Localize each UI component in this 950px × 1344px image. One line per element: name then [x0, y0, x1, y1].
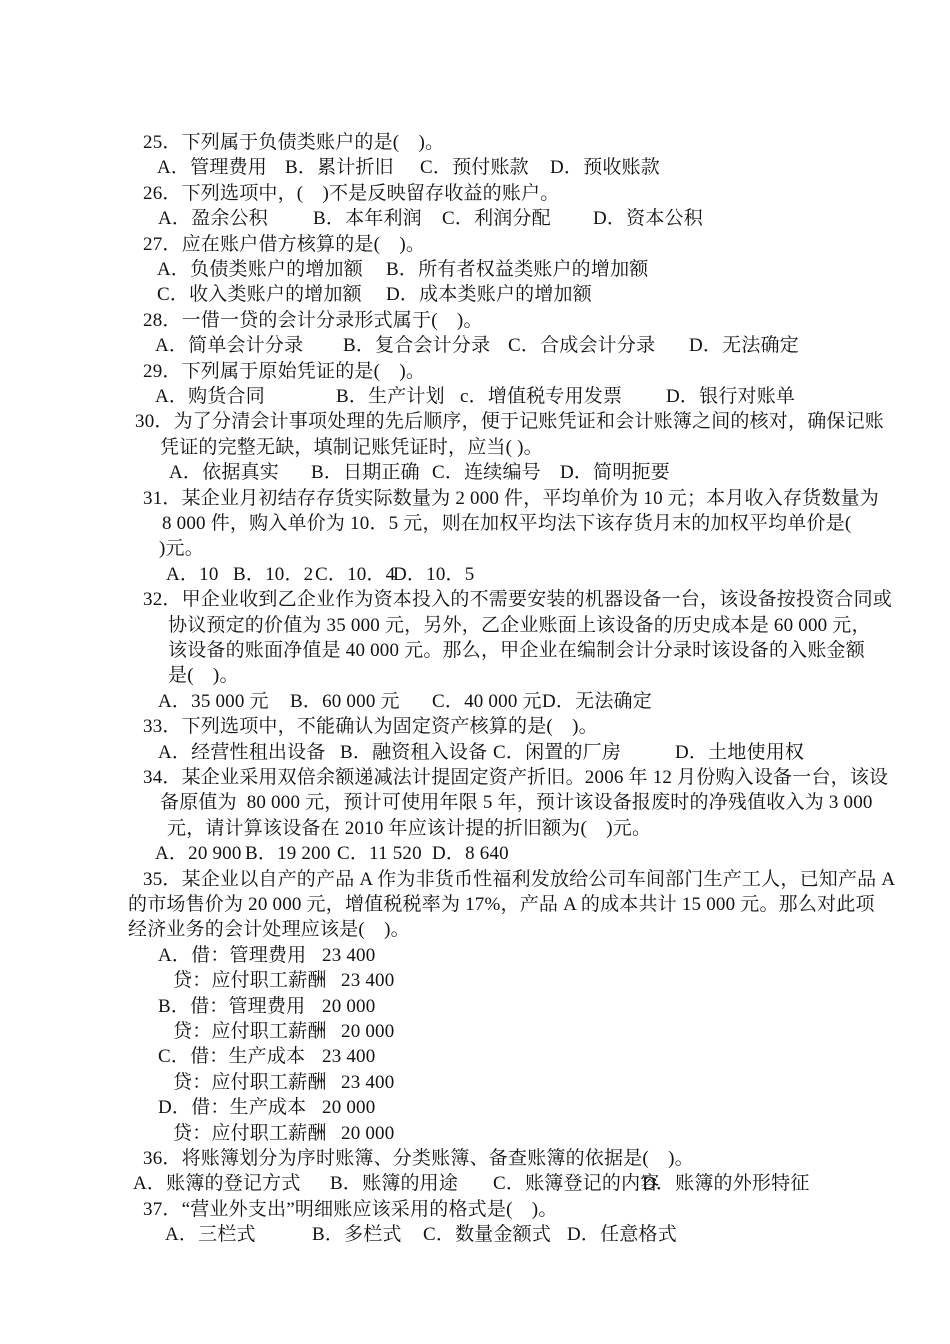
option-A-journal-debit: A．借：管理费用 [158, 945, 307, 966]
journal-amount: 23 400 [322, 1046, 376, 1067]
option-C: C．利润分配 [442, 208, 551, 229]
option-B: B．所有者权益类账户的增加额 [386, 259, 649, 280]
question-stem: 34．某企业采用双倍余额递减法计提固定资产折旧。2006 年 12 月份购入设备一台，该设 [143, 767, 889, 788]
option-D: D．资本公积 [593, 208, 703, 229]
option-A: A．购货合同 [155, 386, 265, 407]
stem-continuation: 凭证的完整无缺，填制记账凭证时，应当( )。 [160, 437, 543, 458]
journal-amount: 20 000 [322, 1097, 376, 1118]
option-A: A．10 [166, 564, 219, 585]
stem-continuation: 元，请计算该设备在 2010 年应该计提的折旧额为( )元。 [167, 818, 652, 839]
option-B: B．累计折旧 [285, 157, 394, 178]
option-A: A．经营性租出设备 [158, 742, 326, 763]
question-stem: 27．应在账户借方核算的是( )。 [143, 234, 426, 255]
option-B-journal-debit: B．借：管理费用 [158, 996, 306, 1017]
journal-credit-line: 贷：应付职工薪酬 [173, 970, 327, 991]
option-D: D．简明扼要 [560, 462, 670, 483]
option-A: A．账簿的登记方式 [133, 1173, 301, 1194]
option-C: C．连续编号 [432, 462, 541, 483]
journal-amount: 8 000 件，购入单价为 10．5 元，则在加权平均法下该存货月末的加权平均单价是( [162, 513, 852, 534]
option-C: C．40 000 元 [432, 691, 542, 712]
stem-continuation: 该设备的账面净值是 40 000 元。那么，甲企业在编制会计分录时该设备的入账金额 [168, 640, 865, 661]
option-B: B．本年利润 [313, 208, 422, 229]
option-A: A．20 900 [155, 843, 242, 864]
journal-amount: 23 400 [341, 1072, 395, 1093]
journal-amount: 20 000 [322, 996, 376, 1017]
journal-credit-line: 贷：应付职工薪酬 [173, 1021, 327, 1042]
stem-continuation: 协议预定的价值为 35 000 元，另外，乙企业账面上该设备的历史成本是 60 000 元， [168, 615, 871, 636]
question-stem: 31．某企业月初结存存货实际数量为 2 000 件，平均单价为 10 元；本月收入存货数量为 [143, 488, 879, 509]
stem-continuation: 经济业务的会计处理应该是( )。 [128, 919, 410, 940]
option-C: C．收入类账户的增加额 [157, 284, 362, 305]
option-A: A．35 000 元 [158, 691, 269, 712]
option-A: A．依据真实 [169, 462, 279, 483]
question-stem: 25．下列属于负债类账户的是( )。 [143, 132, 445, 153]
option-B: B．10．2 [233, 564, 314, 585]
option-D: D．账簿的外形特征 [642, 1173, 810, 1194]
question-stem: 26．下列选项中，( )不是反映留存收益的账户。 [143, 183, 560, 204]
option-C: C．10．4 [315, 564, 396, 585]
stem-continuation: 是( )。 [168, 665, 239, 686]
option-A: A．管理费用 [157, 157, 267, 178]
question-stem: 33．下列选项中，不能确认为固定资产核算的是( )。 [143, 716, 598, 737]
option-D: D．8 640 [432, 843, 509, 864]
option-C: C．账簿登记的内容 [493, 1173, 660, 1194]
stem-continuation: )元。 [159, 538, 204, 559]
option-D: D．无法确定 [689, 335, 799, 356]
option-B: B．账簿的用途 [330, 1173, 459, 1194]
question-stem: 28．一借一贷的会计分录形式属于( )。 [143, 310, 483, 331]
option-C: c．增值税专用发票 [460, 386, 623, 407]
journal-amount: 23 400 [341, 970, 395, 991]
option-B: B．19 200 [245, 843, 331, 864]
option-D-journal-debit: D．借：生产成本 [158, 1097, 307, 1118]
option-D: D．10．5 [393, 564, 475, 585]
option-C: C．11 520 [337, 843, 422, 864]
question-stem: 30．为了分清会计事项处理的先后顺序，便于记账凭证和会计账簿之间的核对，确保记账 [135, 411, 885, 432]
option-B: B．日期正确 [311, 462, 420, 483]
option-C: C．合成会计分录 [508, 335, 656, 356]
option-C: C．数量金额式 [423, 1224, 552, 1245]
journal-amount: 20 000 [341, 1021, 395, 1042]
journal-credit-line: 贷：应付职工薪酬 [173, 1072, 327, 1093]
option-C: C．闲置的厂房 [493, 742, 622, 763]
option-B: B．60 000 元 [290, 691, 400, 712]
question-stem: 29．下列属于原始凭证的是( )。 [143, 361, 426, 382]
journal-amount: 20 000 [341, 1123, 395, 1144]
option-B: B．生产计划 [336, 386, 445, 407]
option-D: D．土地使用权 [675, 742, 805, 763]
question-stem: 36．将账簿划分为序时账簿、分类账簿、备查账簿的依据是( )。 [143, 1148, 694, 1169]
option-C-journal-debit: C．借：生产成本 [158, 1046, 306, 1067]
option-C: C．预付账款 [420, 157, 529, 178]
stem-continuation: 的市场售价为 20 000 元，增值税税率为 17%，产品 A 的成本共计 15 000 元。那么对此项 [128, 894, 875, 915]
question-stem: 32．甲企业收到乙企业作为资本投入的不需要安装的机器设备一台，该设备按投资合同或 [143, 589, 893, 610]
option-A: A．三栏式 [165, 1224, 256, 1245]
option-B: B．多栏式 [312, 1224, 402, 1245]
option-A: A．简单会计分录 [155, 335, 304, 356]
journal-amount: 23 400 [322, 945, 376, 966]
question-stem: 37．“营业外支出”明细账应该采用的格式是( )。 [143, 1199, 558, 1220]
option-D: D．任意格式 [567, 1224, 677, 1245]
journal-credit-line: 贷：应付职工薪酬 [173, 1123, 327, 1144]
option-B: B．复合会计分录 [343, 335, 491, 356]
option-D: D．预收账款 [550, 157, 660, 178]
option-D: D．无法确定 [542, 691, 652, 712]
option-D: D．银行对账单 [666, 386, 796, 407]
stem-continuation: 备原值为 80 000 元，预计可使用年限 5 年，预计该设备报废时的净残值收入为 3 000 [160, 792, 873, 813]
option-A: A．盈余公积 [158, 208, 268, 229]
option-D: D．成本类账户的增加额 [386, 284, 592, 305]
question-stem: 35．某企业以自产的产品 A 作为非货币性福利发放给公司车间部门生产工人，已知产品 A [143, 869, 896, 890]
option-A: A．负债类账户的增加额 [157, 259, 363, 280]
option-B: B．融资租入设备 [340, 742, 488, 763]
